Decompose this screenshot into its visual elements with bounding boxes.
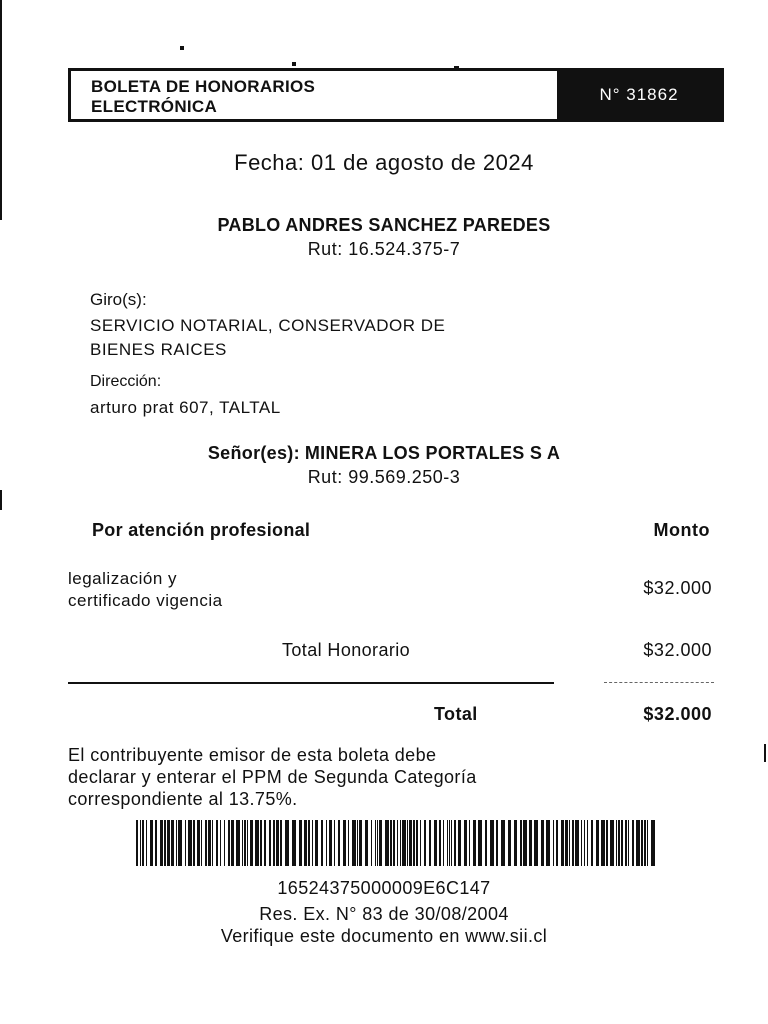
barcode-bar bbox=[334, 820, 335, 866]
barcode-bar bbox=[171, 820, 174, 866]
barcode-bar bbox=[197, 820, 200, 866]
barcode-bar bbox=[490, 820, 494, 866]
barcode-bar bbox=[458, 820, 461, 866]
item-description-line2: certificado vigencia bbox=[68, 591, 223, 610]
barcode-bar bbox=[255, 820, 259, 866]
barcode-bar bbox=[146, 820, 147, 866]
barcode-bar bbox=[247, 820, 248, 866]
barcode-bar bbox=[329, 820, 332, 866]
item-description-line1: legalización y bbox=[68, 569, 178, 588]
client-line bbox=[0, 443, 768, 464]
barcode-bar bbox=[546, 820, 550, 866]
barcode-bar bbox=[565, 820, 568, 866]
barcode-bar bbox=[478, 820, 482, 866]
document-number-box bbox=[557, 71, 721, 119]
barcode-bar bbox=[424, 820, 426, 866]
barcode-bar bbox=[581, 820, 582, 866]
issue-date: Fecha: 01 de agosto de 2024 bbox=[234, 150, 534, 175]
tax-note-line1: El contribuyente emisor de esta boleta debe bbox=[68, 745, 437, 765]
barcode-bar bbox=[572, 820, 574, 866]
barcode-bar bbox=[269, 820, 271, 866]
column-description-header: Por atención profesional bbox=[92, 520, 311, 540]
document-header bbox=[68, 68, 724, 122]
scan-edge-mark bbox=[0, 490, 2, 510]
issuer-rut: Rut: 16.524.375-7 bbox=[307, 239, 461, 259]
barcode-bar bbox=[242, 820, 243, 866]
barcode-bar bbox=[231, 820, 234, 866]
barcode-bar bbox=[402, 820, 406, 866]
barcode-code: 16524375000009E6C147 bbox=[277, 878, 491, 898]
resolution-text: Res. Ex. N° 83 de 30/08/2004 bbox=[259, 904, 509, 924]
barcode-bar bbox=[641, 820, 643, 866]
barcode-bar bbox=[464, 820, 467, 866]
barcode-bar bbox=[343, 820, 346, 866]
total-honorario-label: Total Honorario bbox=[282, 640, 411, 660]
barcode-bar bbox=[409, 820, 412, 866]
barcode-bar bbox=[185, 820, 186, 866]
barcode-bar bbox=[420, 820, 421, 866]
client-label: Señor(es): bbox=[207, 443, 300, 463]
verify-text: Verifique este documento en www.sii.cl bbox=[220, 926, 548, 946]
barcode bbox=[136, 820, 656, 866]
barcode-bar bbox=[304, 820, 307, 866]
tax-note bbox=[68, 744, 688, 810]
barcode-bar bbox=[150, 820, 153, 866]
barcode-bar bbox=[397, 820, 398, 866]
barcode-bar bbox=[529, 820, 532, 866]
total-honorario-amount: $32.000 bbox=[643, 640, 712, 660]
barcode-bar bbox=[454, 820, 456, 866]
barcode-bar bbox=[326, 820, 327, 866]
direccion-value: arturo prat 607, TALTAL bbox=[90, 398, 281, 417]
total-amount: $32.000 bbox=[643, 704, 712, 724]
barcode-bar bbox=[610, 820, 614, 866]
barcode-bar bbox=[315, 820, 318, 866]
barcode-bar bbox=[651, 820, 655, 866]
barcode-bar bbox=[273, 820, 275, 866]
barcode-bar bbox=[469, 820, 470, 866]
barcode-bar bbox=[473, 820, 476, 866]
barcode-bar bbox=[636, 820, 640, 866]
barcode-bar bbox=[220, 820, 221, 866]
barcode-bar bbox=[621, 820, 623, 866]
barcode-bar bbox=[587, 820, 588, 866]
barcode-bar bbox=[236, 820, 240, 866]
document-number: N° 31862 bbox=[599, 85, 679, 104]
barcode-bar bbox=[348, 820, 349, 866]
barcode-bar bbox=[205, 820, 207, 866]
document-title bbox=[71, 71, 557, 119]
barcode-bar bbox=[416, 820, 418, 866]
barcode-bar bbox=[385, 820, 389, 866]
barcode-bar bbox=[439, 820, 441, 866]
barcode-bar bbox=[618, 820, 620, 866]
barcode-bar bbox=[299, 820, 302, 866]
barcode-bar bbox=[352, 820, 356, 866]
scan-speck bbox=[180, 46, 184, 50]
barcode-bar bbox=[434, 820, 437, 866]
barcode-bar bbox=[140, 820, 141, 866]
barcode-bar bbox=[390, 820, 392, 866]
tax-note-line2: declarar y enterar el PPM de Segunda Categoría bbox=[68, 767, 477, 787]
barcode-bar bbox=[321, 820, 323, 866]
barcode-bar bbox=[193, 820, 195, 866]
giro-label: Giro(s): bbox=[90, 290, 147, 309]
barcode-bar bbox=[188, 820, 192, 866]
barcode-bar bbox=[285, 820, 289, 866]
barcode-bar bbox=[371, 820, 372, 866]
barcode-bar bbox=[142, 820, 144, 866]
barcode-bar bbox=[584, 820, 585, 866]
barcode-bar bbox=[308, 820, 310, 866]
barcode-bar bbox=[647, 820, 648, 866]
barcode-bar bbox=[400, 820, 401, 866]
barcode-bar bbox=[377, 820, 378, 866]
barcode-bar bbox=[616, 820, 617, 866]
client-rut: Rut: 99.569.250-3 bbox=[307, 467, 461, 487]
barcode-bar bbox=[357, 820, 358, 866]
barcode-bar bbox=[523, 820, 527, 866]
barcode-bar bbox=[534, 820, 538, 866]
barcode-bar bbox=[375, 820, 376, 866]
document-title-line2: ELECTRÓNICA bbox=[91, 97, 218, 116]
barcode-bar bbox=[359, 820, 362, 866]
barcode-bar bbox=[601, 820, 605, 866]
barcode-bar bbox=[632, 820, 634, 866]
client-name: MINERA LOS PORTALES S A bbox=[304, 443, 561, 463]
barcode-bar bbox=[136, 820, 138, 866]
barcode-bar bbox=[167, 820, 170, 866]
barcode-bar bbox=[244, 820, 246, 866]
barcode-bar bbox=[155, 820, 157, 866]
barcode-bar bbox=[407, 820, 408, 866]
barcode-bar bbox=[178, 820, 182, 866]
barcode-bar bbox=[224, 820, 225, 866]
barcode-bar bbox=[264, 820, 266, 866]
barcode-bar bbox=[508, 820, 511, 866]
barcode-bar bbox=[393, 820, 395, 866]
giro-line1: SERVICIO NOTARIAL, CONSERVADOR DE bbox=[90, 316, 446, 335]
barcode-bar bbox=[496, 820, 498, 866]
barcode-bar bbox=[451, 820, 452, 866]
barcode-bar bbox=[208, 820, 211, 866]
barcode-bar bbox=[447, 820, 448, 866]
barcode-bar bbox=[514, 820, 517, 866]
barcode-bar bbox=[176, 820, 177, 866]
barcode-bar bbox=[429, 820, 431, 866]
barcode-bar bbox=[164, 820, 166, 866]
scan-edge-mark bbox=[0, 0, 2, 220]
barcode-bar bbox=[569, 820, 570, 866]
barcode-bar bbox=[276, 820, 279, 866]
document-title-line1: BOLETA DE HONORARIOS bbox=[91, 77, 316, 96]
barcode-bar bbox=[553, 820, 554, 866]
barcode-bar bbox=[561, 820, 564, 866]
barcode-bar bbox=[201, 820, 202, 866]
direccion-label: Dirección: bbox=[90, 373, 162, 390]
item-amount: $32.000 bbox=[643, 578, 712, 598]
barcode-bar bbox=[413, 820, 415, 866]
scan-speck bbox=[292, 62, 296, 66]
barcode-bar bbox=[596, 820, 599, 866]
barcode-bar bbox=[379, 820, 382, 866]
barcode-bar bbox=[365, 820, 368, 866]
barcode-bar bbox=[292, 820, 296, 866]
total-label: Total bbox=[434, 704, 478, 724]
divider-line-dashed bbox=[604, 682, 714, 683]
barcode-bar bbox=[485, 820, 487, 866]
barcode-bar bbox=[338, 820, 340, 866]
barcode-bar bbox=[628, 820, 629, 866]
barcode-bar bbox=[216, 820, 218, 866]
divider-line bbox=[68, 682, 554, 684]
scan-edge-mark bbox=[764, 744, 766, 762]
barcode-bar bbox=[556, 820, 558, 866]
barcode-bar bbox=[625, 820, 627, 866]
barcode-bar bbox=[644, 820, 646, 866]
barcode-bar bbox=[501, 820, 505, 866]
column-amount-header: Monto bbox=[653, 520, 710, 540]
barcode-bar bbox=[575, 820, 579, 866]
barcode-bar bbox=[606, 820, 608, 866]
barcode-bar bbox=[212, 820, 213, 866]
giro-line2: BIENES RAICES bbox=[90, 340, 227, 359]
barcode-bar bbox=[280, 820, 282, 866]
barcode-bar bbox=[520, 820, 522, 866]
barcode-bar bbox=[541, 820, 544, 866]
barcode-bar bbox=[160, 820, 163, 866]
barcode-bar bbox=[250, 820, 253, 866]
barcode-bar bbox=[260, 820, 262, 866]
barcode-bar bbox=[228, 820, 230, 866]
barcode-bar bbox=[591, 820, 593, 866]
tax-note-line3: correspondiente al 13.75%. bbox=[68, 789, 298, 809]
barcode-bar bbox=[449, 820, 450, 866]
barcode-bar bbox=[443, 820, 444, 866]
issuer-name: PABLO ANDRES SANCHEZ PAREDES bbox=[217, 215, 551, 235]
barcode-bar bbox=[312, 820, 313, 866]
